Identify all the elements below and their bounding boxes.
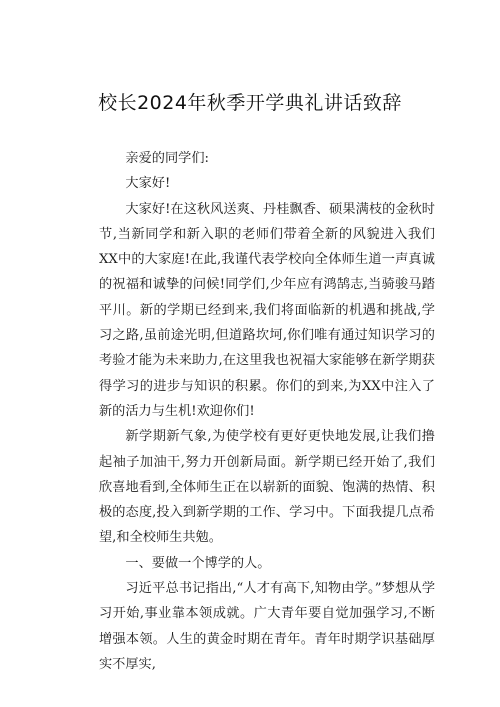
paragraph-1: 大家好!在这秋风送爽、丹桂飘香、硕果满枝的金秋时节,当新同学和新入职的老师们带着全新的风貌进入我们XX中的大家庭!在此,我谨代表学校向全体师生道一声真诚的祝福和诚挚的问候!同学们,少年应有鸿鹄志,当骑骏马踏平川。新的学期已经到来,我们将面临新的机遇和挑战,学习之路,虽前途光明,但道路坎坷,你们唯有通过知识学习的考验才能为未来助力,在这里我也祝福大家能够在新学期获得学习的进步与知识的积累。你们的到来,为XX中注入了新的活力与生机!欢迎你们! [99, 201, 435, 419]
document-body [99, 146, 435, 677]
document-title: 校长2024年秋季开学典礼讲话致辞 [98, 92, 402, 114]
section-heading: 一、要做一个博学的人。 [125, 555, 271, 571]
section-paragraph: 习近平总书记指出,“人才有高下,知物由学。”梦想从学习开始,事业靠本领成就。广大青年要自觉加强学习,不断增强本领。人生的黄金时期在青年。青年时期学识基础厚实不厚实, [99, 581, 435, 672]
greeting: 大家好! [125, 176, 171, 192]
salutation: 亲爱的同学们: [125, 151, 209, 166]
paragraph-2: 新学期新气象,为使学校有更好更快地发展,让我们撸起袖子加油干,努力开创新局面。新学期已经开始了,我们欣喜地看到,全体师生正在以崭新的面貌、饱满的热情、积极的态度,投入到新学期的工作、学习中。下面我提几点希望,和全校师生共勉。 [99, 429, 435, 546]
